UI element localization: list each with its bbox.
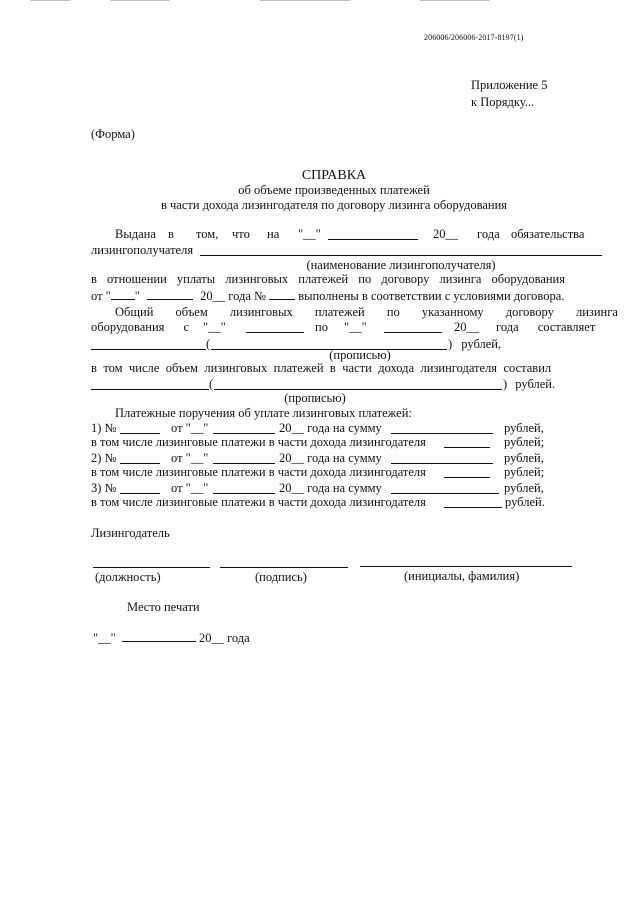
- word: года: [477, 227, 500, 241]
- text: рублей,: [504, 421, 544, 435]
- word: на: [267, 227, 280, 241]
- name-line: [360, 566, 572, 567]
- word: что: [232, 227, 250, 241]
- date-year-blank: 20__: [433, 227, 458, 241]
- in-words-caption-1: (прописью): [329, 348, 391, 362]
- text: 20__ года на сумму: [279, 481, 382, 495]
- text: выполнены в соответствии с условиями договора.: [298, 289, 565, 303]
- payment-number-blank: [120, 482, 160, 494]
- text: 20__ года на сумму: [279, 421, 382, 435]
- signature-date-line: [93, 630, 250, 646]
- income-amount-blank: [444, 436, 490, 448]
- date-from-day-blank: "__": [203, 320, 226, 334]
- payment-number: 1) №: [91, 421, 117, 435]
- total-volume-line: [115, 305, 618, 320]
- payment-orders-heading: Платежные поручения об уплате лизинговых платежей:: [115, 406, 412, 420]
- lessor-label: Лизингодатель: [91, 526, 170, 540]
- text: в том числе лизинговые платежи в части дохода лизингодателя: [91, 495, 426, 509]
- lessee-name-blank: [200, 244, 602, 256]
- payment-income-row: [91, 495, 561, 511]
- text: в том числе лизинговые платежи в части дохода лизингодателя: [91, 435, 426, 449]
- date-day-blank: "__": [93, 631, 116, 645]
- text: от "__": [171, 421, 209, 435]
- text: (: [209, 377, 214, 391]
- text: ": [134, 289, 140, 303]
- text: в том числе объем лизинговых платежей в части дохода лизингодателя составил: [91, 361, 552, 375]
- income-amount-blank: [444, 466, 490, 478]
- text: по: [315, 320, 328, 334]
- total-amount-blank: [91, 338, 206, 350]
- text: 20__ года на сумму: [279, 451, 382, 465]
- text: рублей,: [504, 481, 544, 495]
- leasing-payments-line: [91, 272, 602, 287]
- word: обязательства: [511, 227, 585, 241]
- payment-number: 3) №: [91, 481, 117, 495]
- date-to-year-blank: 20__: [454, 320, 479, 334]
- text: Общий объем лизинговых платежей по указанному договору лизинга: [115, 305, 618, 319]
- word: в: [168, 227, 174, 241]
- scan-artifact: [110, 0, 170, 1]
- signature-caption: (подпись): [255, 570, 307, 584]
- in-words-caption-2: (прописью): [284, 391, 346, 405]
- date-from-month-blank: [246, 321, 304, 333]
- date-month-blank: [122, 630, 196, 642]
- day-blank: [111, 288, 135, 300]
- text: оборудования с: [91, 320, 190, 334]
- document-subtitle-2: в части дохода лизингодателя по договору лизинга оборудования: [160, 198, 508, 212]
- date-year-blank: 20__ года: [198, 631, 250, 645]
- contract-date-line: [91, 288, 564, 304]
- payment-month-blank: [213, 482, 275, 494]
- payment-amount-blank: [391, 482, 499, 494]
- payment-number-blank: [120, 422, 160, 434]
- text: от ": [91, 289, 111, 303]
- income-amount-blank: [91, 378, 209, 390]
- text: рублей;: [504, 465, 545, 479]
- scan-artifact: [30, 0, 70, 1]
- text: (: [206, 337, 211, 351]
- period-line: [91, 320, 602, 336]
- lessee-label: лизингополучателя: [91, 243, 194, 257]
- signature-line: [220, 567, 348, 568]
- text: от "__": [171, 451, 209, 465]
- payment-amount-blank: [391, 422, 493, 434]
- position-line: [93, 567, 210, 568]
- payment-income-row: [91, 465, 561, 481]
- payment-number: 2) №: [91, 451, 117, 465]
- scan-artifact: [420, 0, 490, 1]
- text: 20__ года №: [200, 289, 266, 303]
- payment-number-blank: [120, 452, 160, 464]
- payment-income-row: [91, 435, 561, 451]
- income-volume-line: [91, 361, 602, 376]
- payment-orders-list: [91, 421, 561, 521]
- text: в отношении уплаты лизинговых платежей по договору лизинга оборудования: [91, 272, 565, 286]
- payment-amount-blank: [391, 452, 493, 464]
- name-caption: (инициалы, фамилия): [404, 569, 520, 583]
- scan-artifact: [260, 0, 350, 1]
- text: года составляет: [496, 320, 596, 334]
- date-to-month-blank: [384, 321, 442, 333]
- document-id: 206006/206006-2017-8197(1): [424, 33, 524, 42]
- text: рублей;: [504, 435, 545, 449]
- payment-month-blank: [213, 452, 275, 464]
- text: в том числе лизинговые платежи в части дохода лизингодателя: [91, 465, 426, 479]
- appendix-line-1: Приложение 5: [471, 78, 548, 92]
- document-title: СПРАВКА: [301, 168, 367, 183]
- payment-month-blank: [213, 422, 275, 434]
- form-label: (Форма): [91, 127, 135, 141]
- contract-number-blank: [269, 288, 295, 300]
- word: том,: [196, 227, 219, 241]
- position-caption: (должность): [95, 570, 161, 584]
- text: от "__": [171, 481, 209, 495]
- date-to-day-blank: "__": [344, 320, 367, 334]
- income-amount-blank: [444, 496, 502, 508]
- appendix-line-2: к Порядку...: [471, 95, 535, 109]
- word: Выдана: [115, 227, 156, 241]
- income-amount-words-blank: [214, 378, 502, 390]
- text: ) рублей,: [448, 337, 502, 351]
- text: рублей.: [505, 495, 545, 509]
- text: ) рублей.: [503, 377, 556, 391]
- date-day-blank: "__": [298, 227, 321, 241]
- text: рублей,: [504, 451, 544, 465]
- document-subtitle-1: об объеме произведенных платежей: [238, 183, 430, 197]
- month-blank: [147, 288, 193, 300]
- seal-place: Место печати: [127, 600, 200, 614]
- lessee-caption: (наименование лизингополучателя): [306, 258, 496, 272]
- date-month-blank: [328, 228, 418, 240]
